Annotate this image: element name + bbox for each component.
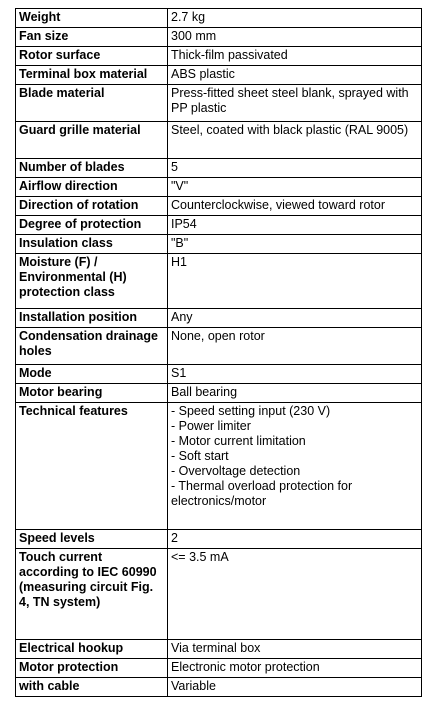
table-row xyxy=(16,197,422,216)
spec-value: Ball bearing xyxy=(168,384,422,403)
feature-item: - Speed setting input (230 V) xyxy=(171,404,331,418)
table-row xyxy=(16,254,422,309)
spec-value: H1 xyxy=(168,254,422,309)
table-row xyxy=(16,365,422,384)
table-row xyxy=(16,235,422,254)
spec-value: 300 mm xyxy=(168,28,422,47)
spec-value: 2.7 kg xyxy=(168,9,422,28)
table-row xyxy=(16,549,422,640)
spec-label: Mode xyxy=(16,365,168,384)
feature-item: - Power limiter xyxy=(171,419,251,433)
spec-label: Condensation drainage holes xyxy=(16,328,168,365)
spec-value: Variable xyxy=(168,678,422,697)
table-row xyxy=(16,659,422,678)
spec-value: Electronic motor protection xyxy=(168,659,422,678)
spec-label: Number of blades xyxy=(16,159,168,178)
spec-label: Installation position xyxy=(16,309,168,328)
table-row xyxy=(16,66,422,85)
table-row xyxy=(16,9,422,28)
table-row xyxy=(16,216,422,235)
table-row xyxy=(16,85,422,122)
spec-label: Technical features xyxy=(16,403,168,530)
feature-item: - Overvoltage detection xyxy=(171,464,301,478)
technical-features-list xyxy=(168,403,422,530)
table-row xyxy=(16,28,422,47)
spec-label: Speed levels xyxy=(16,530,168,549)
table-row xyxy=(16,328,422,365)
table-row xyxy=(16,309,422,328)
table-row xyxy=(16,678,422,697)
spec-label: Weight xyxy=(16,9,168,28)
table-row xyxy=(16,640,422,659)
table-row xyxy=(16,47,422,66)
spec-value: Counterclockwise, viewed toward rotor xyxy=(168,197,422,216)
feature-item: - Thermal overload protection for electronics/motor xyxy=(171,479,353,508)
spec-value: Any xyxy=(168,309,422,328)
spec-label: Fan size xyxy=(16,28,168,47)
spec-value: ABS plastic xyxy=(168,66,422,85)
spec-value: Thick-film passivated xyxy=(168,47,422,66)
spec-label: with cable xyxy=(16,678,168,697)
spec-label: Touch current according to IEC 60990 (measuring circuit Fig. 4, TN system) xyxy=(16,549,168,640)
spec-value: "B" xyxy=(168,235,422,254)
spec-label: Motor protection xyxy=(16,659,168,678)
table-row xyxy=(16,384,422,403)
spec-value: Press-fitted sheet steel blank, sprayed with PP plastic xyxy=(168,85,422,122)
spec-label: Insulation class xyxy=(16,235,168,254)
table-row xyxy=(16,159,422,178)
table-row xyxy=(16,122,422,159)
spec-label: Terminal box material xyxy=(16,66,168,85)
spec-label: Electrical hookup xyxy=(16,640,168,659)
spec-value: 2 xyxy=(168,530,422,549)
spec-label: Blade material xyxy=(16,85,168,122)
spec-value: Via terminal box xyxy=(168,640,422,659)
spec-value: 5 xyxy=(168,159,422,178)
spec-value: IP54 xyxy=(168,216,422,235)
spec-label: Degree of protection xyxy=(16,216,168,235)
spec-value: <= 3.5 mA xyxy=(168,549,422,640)
spec-value: None, open rotor xyxy=(168,328,422,365)
spec-label: Guard grille material xyxy=(16,122,168,159)
spec-label: Motor bearing xyxy=(16,384,168,403)
spec-table xyxy=(15,8,422,697)
feature-item: - Soft start xyxy=(171,449,229,463)
table-row xyxy=(16,530,422,549)
spec-label: Airflow direction xyxy=(16,178,168,197)
spec-value: S1 xyxy=(168,365,422,384)
table-row xyxy=(16,178,422,197)
spec-label: Moisture (F) / Environmental (H) protection class xyxy=(16,254,168,309)
feature-item: - Motor current limitation xyxy=(171,434,306,448)
spec-label: Direction of rotation xyxy=(16,197,168,216)
spec-value: "V" xyxy=(168,178,422,197)
spec-value: Steel, coated with black plastic (RAL 9005) xyxy=(168,122,422,159)
table-row xyxy=(16,403,422,530)
spec-label: Rotor surface xyxy=(16,47,168,66)
